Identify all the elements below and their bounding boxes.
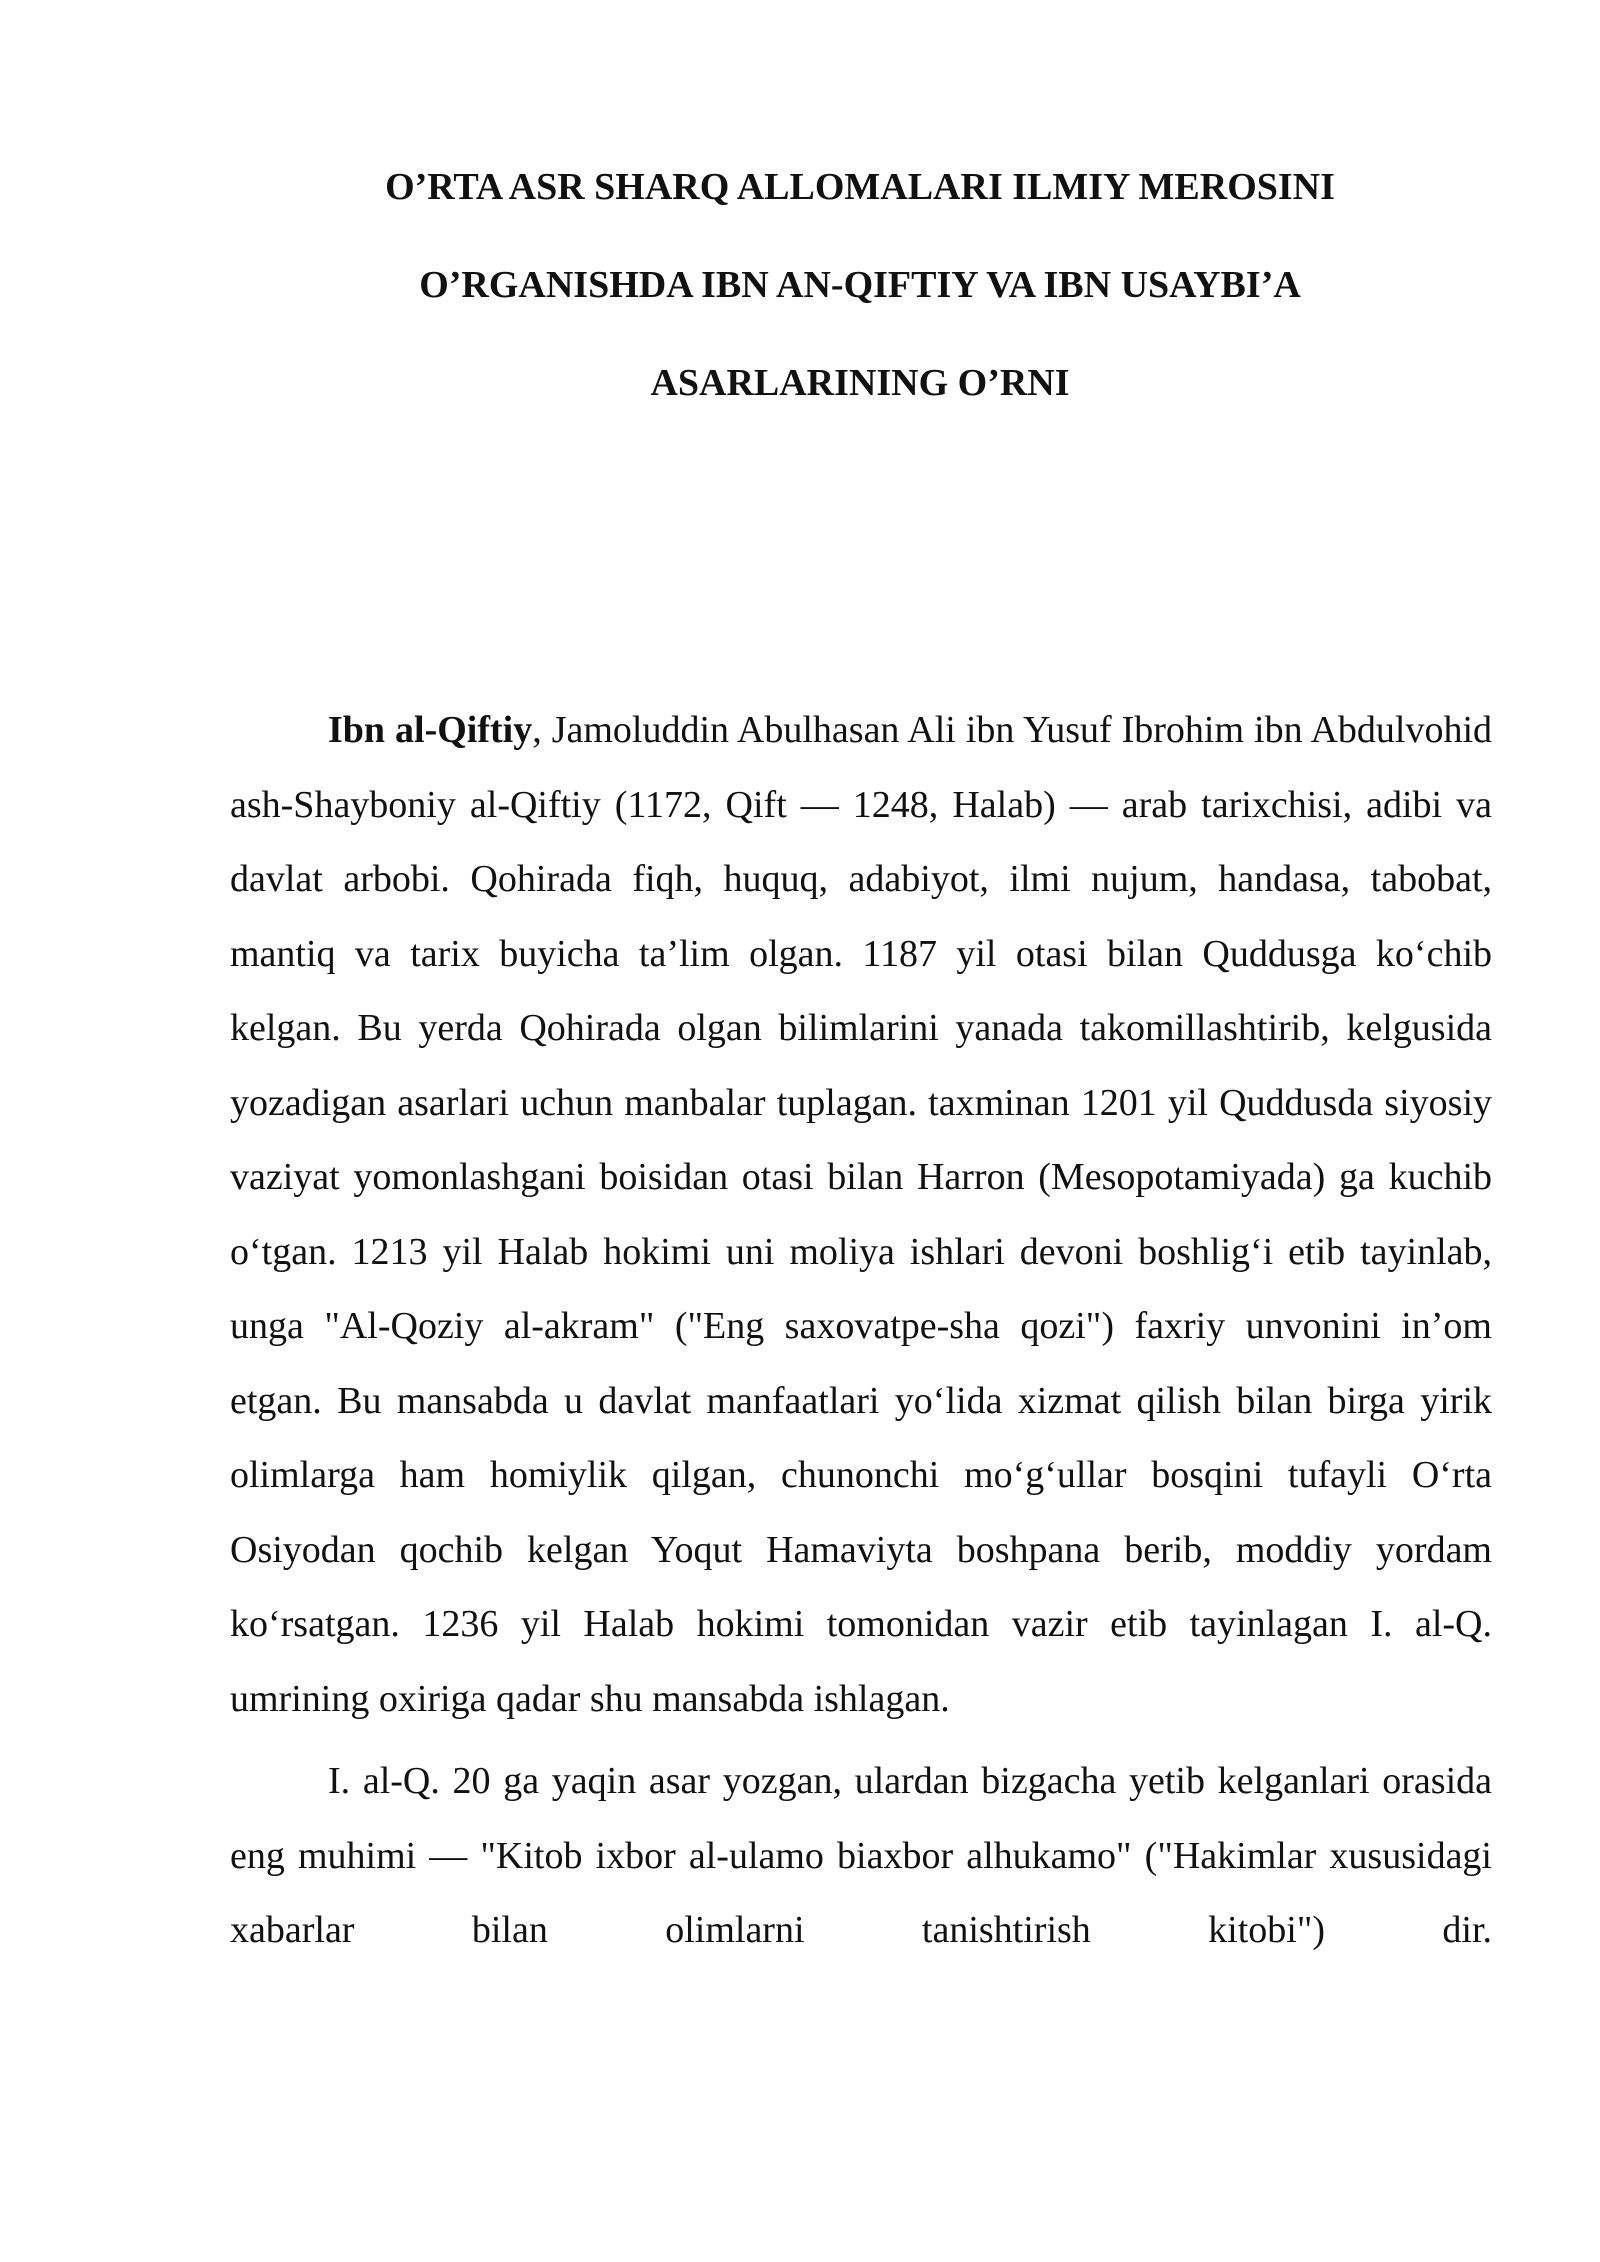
paragraph-works xyxy=(230,1744,1492,1968)
document-body xyxy=(230,693,1492,1968)
title-line-3: ASARLARINING O’RNI xyxy=(650,362,1070,404)
document-title xyxy=(300,138,1420,432)
paragraph-text: I. al-Q. 20 ga yaqin asar yozgan, ulardan bizgacha yetib kelganlari orasida eng muhimi — "Kitob ixbor al-ulamo biaxbor alhukamo" ("Hakimlar xususidagi xabarlar bilan olimlarni tanishtirish kitobi") dir. xyxy=(230,1760,1492,1951)
paragraph-ibn-al-qiftiy-biography xyxy=(230,693,1492,1736)
title-line-2: O’RGANISHDA IBN AN-QIFTIY VA IBN USAYBI’A xyxy=(419,264,1301,306)
title-line-1: O’RTA ASR SHARQ ALLOMALARI ILMIY MEROSINI xyxy=(385,166,1335,208)
paragraph-text: , Jamoluddin Abulhasan Ali ibn Yusuf Ibrohim ibn Abdulvohid ash-Shayboniy al-Qiftiy (1172, Qift — 1248, Halab) — arab tarixchisi, adibi va davlat arbobi. Qohirada fiqh, huquq, adabiyot, ilmi nujum, handasa, tabobat, mantiq va tarix buyicha ta’lim olgan. 1187 yil otasi bilan Quddusga ko‘chib kelgan. Bu yerda Qohirada olgan bilimlarini yanada takomillashtirib, kelgusida yozadigan asarlari uchun manbalar tuplagan. taxminan 1201 yil Quddusda siyosiy vaziyat yomonlashgani boisidan otasi bilan Harron (Mesopotamiyada) ga kuchib o‘tgan. 1213 yil Halab hokimi uni moliya ishlari devoni boshlig‘i etib tayinlab, unga "Al-Qoziy al-akram" ("Eng saxovatpe-sha qozi") faxriy unvonini in’om etgan. Bu mansabda u davlat manfaatlari yo‘lida xizmat qilish bilan birga yirik olimlarga ham homiylik qilgan, chunonchi mo‘g‘ullar bosqini tufayli O‘rta Osiyodan qochib kelgan Yoqut Hamaviyta boshpana berib, moddiy yordam ko‘rsatgan. 1236 yil Halab hokimi tomonidan vazir etib tayinlagan I. al-Q. umrining oxiriga qadar shu mansabda ishlagan. xyxy=(230,709,1493,1720)
paragraph-lead-term: Ibn al-Qiftiy xyxy=(328,709,533,751)
